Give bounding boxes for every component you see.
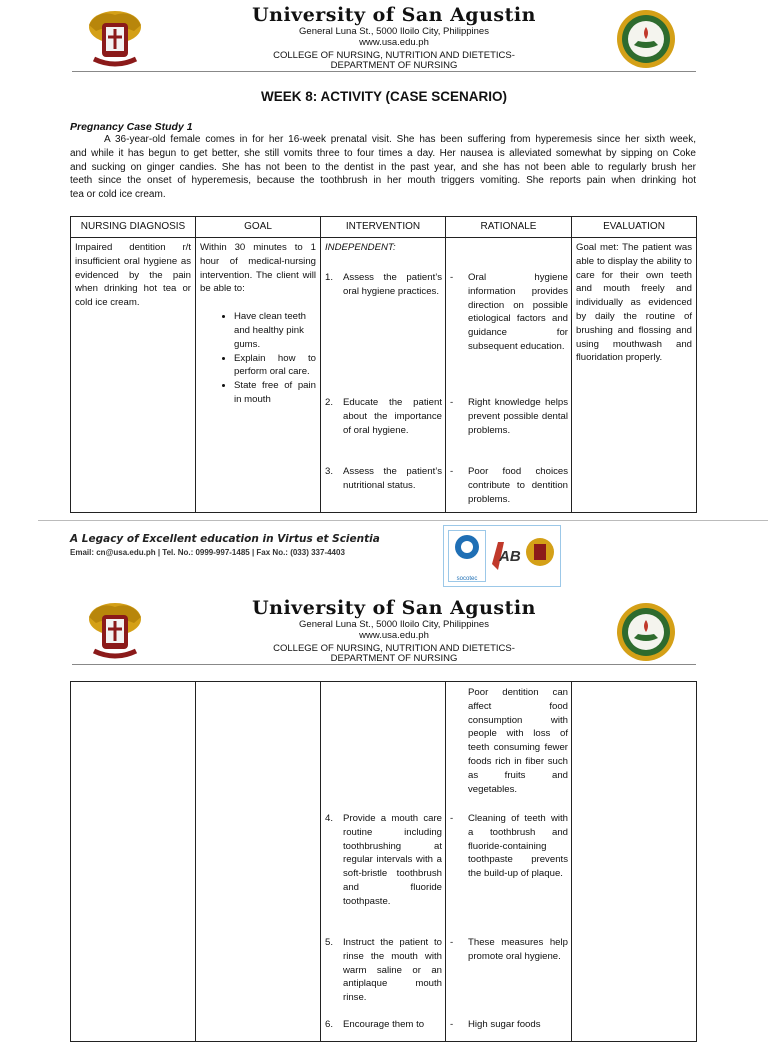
socotec-badge <box>448 530 486 582</box>
goal-item: • Explain how to perform oral care. <box>234 352 316 380</box>
department-name: DEPARTMENT OF NURSING <box>330 653 458 664</box>
rationale-text: Poor food choices contribute to dentition problems. <box>468 466 568 505</box>
intervention-number: 3. <box>325 466 334 477</box>
college-name: COLLEGE OF NURSING, NUTRITION AND DIETETICS- <box>273 643 515 654</box>
footer-slogan: A Legacy of Excellent education in Virtus et Scientia <box>70 533 380 545</box>
goal-item: • State free of pain in mouth <box>234 379 316 407</box>
university-website: www.usa.edu.ph <box>359 630 429 641</box>
university-address: General Luna St., 5000 Iloilo City, Philippines <box>299 26 489 37</box>
nursing-seal-logo <box>616 602 676 662</box>
goal-cell <box>196 682 321 1042</box>
intervention-text: Provide a mouth care routine including toothbrushing at regular intervals with a soft-bristle toothbrush and fluoride toothpaste. <box>343 813 442 907</box>
intervention-text: Educate the patient about the importance of oral hygiene. <box>343 397 442 436</box>
socotec-icon <box>449 531 485 571</box>
diagnosis-cell <box>71 682 196 1042</box>
intervention-number: 6. <box>325 1019 334 1030</box>
intervention-number: 5. <box>325 937 334 948</box>
intervention-number: 2. <box>325 397 334 408</box>
evaluation-cell: Goal met: The patient was able to display the ability to care for their own teeth and mouth freely and individually as evidenced by daily the routine of brushing and flossing and using mouthwash and fluoridation properly. <box>572 238 697 513</box>
university-name: University of San Agustin <box>252 4 536 26</box>
university-website: www.usa.edu.ph <box>359 37 429 48</box>
rationale-cell: Poor dentition can affect food consumption with people with loss of teeth consuming fewer foods rich in fiber such as fruits and vegetables. - Cleaning of teeth with a toothbrush and fluoride-containing toothpaste prevents the build-up of plaque. - These measures help promote oral hygiene. - High sugar foods <box>446 682 572 1042</box>
rationale-text: These measures help promote oral hygiene. <box>468 937 568 962</box>
university-name: University of San Agustin <box>252 597 536 619</box>
rationale-text: Right knowledge helps prevent possible dental problems. <box>468 397 568 436</box>
header-goal: GOAL <box>196 217 321 238</box>
case-line: and while it has begun to get better, she still vomits three to four times a day. Her nausea is alleviated somewhat by sipping on Coke <box>70 147 696 159</box>
header-intervention: INTERVENTION <box>321 217 446 238</box>
case-line: and sucking on ginger candies. She has not been to the dentist in the past year, and she has not been able to regularly brush her <box>70 161 696 173</box>
case-line: teeth since the onset of hyperemesis, because the toothbrush in her mouth triggers vomiting. She reports pain when drinking hot <box>70 175 696 187</box>
table-header-row <box>71 217 697 238</box>
case-line: A 36-year-old female comes in for her 16-week prenatal visit. She has been suffering from hyperemesis since her sixth week, <box>104 134 696 145</box>
goal-intro: Within 30 minutes to 1 hour of medical-nursing intervention. The client will be able to: <box>200 242 316 295</box>
header-rule <box>72 664 696 665</box>
intervention-number: 4. <box>325 813 334 824</box>
intervention-text: Assess the patient’s nutritional status. <box>343 466 442 491</box>
header-nursing-diagnosis: NURSING DIAGNOSIS <box>71 217 196 238</box>
table-row <box>71 682 697 1042</box>
nursing-care-plan-table-continued <box>70 681 697 1042</box>
jab-badge <box>488 536 522 576</box>
intervention-heading: INDEPENDENT: <box>325 242 396 253</box>
socotec-label: socotec <box>456 576 478 582</box>
header-rationale: RATIONALE <box>446 217 572 238</box>
nursing-seal-logo <box>616 9 676 69</box>
college-name: COLLEGE OF NURSING, NUTRITION AND DIETETICS- <box>273 50 515 61</box>
goal-item: • Have clean teeth and healthy pink gums. <box>234 310 316 351</box>
university-address: General Luna St., 5000 Iloilo City, Philippines <box>299 619 489 630</box>
table-row <box>71 238 697 513</box>
rationale-text: High sugar foods <box>468 1019 541 1030</box>
intervention-text: Encourage them to <box>343 1019 425 1030</box>
intervention-number: 1. <box>325 272 334 283</box>
activity-title: WEEK 8: ACTIVITY (CASE SCENARIO) <box>260 89 508 104</box>
header-evaluation: EVALUATION <box>572 217 697 238</box>
evaluation-cell <box>572 682 697 1042</box>
department-name: DEPARTMENT OF NURSING <box>330 60 458 71</box>
footer-contact: Email: cn@usa.edu.ph | Tel. No.: 0999-997-1485 | Fax No.: (033) 337-4403 <box>70 548 345 557</box>
certification-badges <box>443 525 561 587</box>
intervention-cell <box>321 238 446 513</box>
jab-label: AB <box>499 548 521 565</box>
intervention-text: Instruct the patient to rinse the mouth with warm saline or an antiplaque mouth rinse. <box>343 937 442 1004</box>
goal-list <box>200 310 316 407</box>
intervention-text: Assess the patient’s oral hygiene practices. <box>343 272 442 297</box>
footer-rule <box>38 520 768 521</box>
rationale-cell: - Oral hygiene information provides direction on possible etiological factors and guidance for subsequent education. - Right knowledge helps prevent possible dental problems. - Poor food choices contribute to dentition problems. <box>446 238 572 513</box>
case-subtitle: Pregnancy Case Study 1 <box>70 121 193 133</box>
goal-cell <box>196 238 321 513</box>
diagnosis-cell: Impaired dentition r/t insufficient oral hygiene as evidenced by the pain when drinking hot tea or cold ice cream. <box>71 238 196 513</box>
rationale-text: Cleaning of teeth with a toothbrush and fluoride-containing toothpaste prevents the build-up of plaque. <box>468 813 568 880</box>
case-scenario <box>70 133 696 202</box>
crest-small-icon <box>524 534 556 574</box>
header-rule <box>72 71 696 72</box>
rationale-continued: Poor dentition can affect food consumption with people with loss of teeth consuming fewer foods rich in fiber such as fruits and vegetables. <box>468 687 568 795</box>
rationale-text: Oral hygiene information provides direction on possible etiological factors and guidance for subsequent education. <box>468 272 568 352</box>
usa-crest-logo <box>84 597 146 661</box>
intervention-cell <box>321 682 446 1042</box>
usa-crest-logo <box>84 5 146 69</box>
nursing-care-plan-table <box>70 216 697 513</box>
case-line: tea or cold ice cream. <box>70 189 166 201</box>
